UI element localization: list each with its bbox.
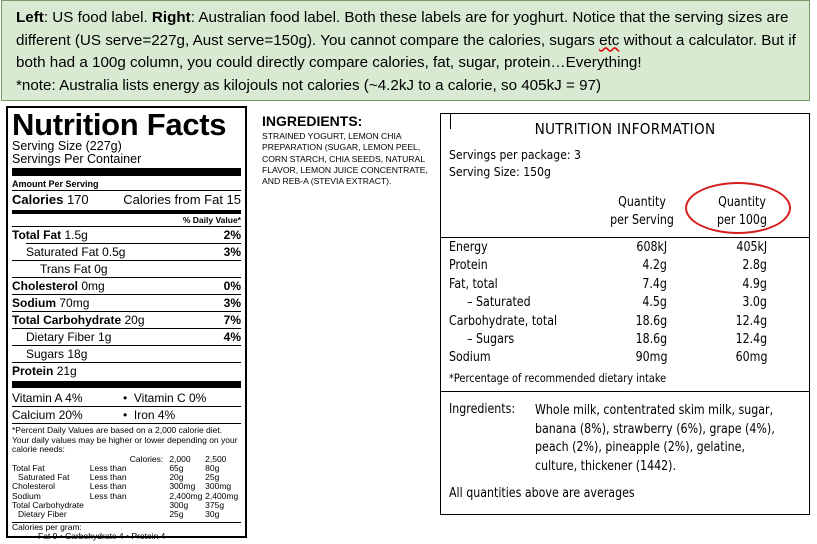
us-nutrient-rows [12,227,241,379]
dv-table-cell: 2,400mg [205,490,239,501]
au-servings-per-package: Servings per package: 3 [449,148,581,163]
dv-table-cell: 2,500 [205,453,227,464]
us-vitamin-c: Vitamin C 0% [133,391,207,405]
bullet: • [123,408,128,422]
us-nutrient-dv: 3% [223,245,241,259]
us-nutrient-value: 0g [94,262,108,276]
us-nutrient-value: 1g [98,330,112,344]
au-col-per-serving: Quantity per Serving [610,195,674,228]
note-etc: etc [599,31,620,49]
us-iron: Iron 4% [133,408,176,422]
au-per-100g: 60mg [735,350,767,366]
us-nutrient-row [12,244,241,260]
dv-table-cell: 65g [169,462,184,473]
dv-table-cell: 80g [205,462,220,473]
au-nutrient-row [449,332,809,350]
us-cal-per-gram-values: Fat 9 • Carbohydrate 4 • Protein 4 [38,531,166,542]
note-right-label: Right [151,9,191,26]
us-nutrient-value: 18g [67,347,88,361]
au-nutrient-label: Fat, total [449,276,498,292]
dv-table-cell: Cholesterol [12,481,55,492]
au-per-serving: 4.2g [642,258,667,274]
dv-table-cell: 30g [205,509,220,520]
au-footnote: *Percentage of recommended dietary intake [449,371,667,385]
note-text-2: : Australian food label. Both these labels are for yoghurt. Notice that the serving sizes are different (US serve=227g, Aust serve=150g). You cannot compare the calories, sugars [16,9,789,49]
us-serving-size: Serving Size (227g) [12,139,122,153]
us-nutrient-label: Dietary Fiber [26,330,95,344]
us-nutrient-value: 20g [124,313,145,327]
dv-table-cell: Sodium [12,490,41,501]
au-per-serving: 4.5g [642,295,667,311]
us-nutrient-label: Total Fat [12,228,62,242]
au-per-100g: 2.8g [742,258,767,274]
us-nutrient-dv: 3% [223,296,241,310]
au-title: NUTRITION INFORMATION [534,120,716,138]
us-nutrient-row [12,295,241,311]
us-ingredients-heading: INGREDIENTS: [262,113,363,129]
au-per-serving: 7.4g [642,276,667,292]
dv-table-cell: 300g [169,499,189,510]
us-vitamin-a: Vitamin A 4% [12,391,83,405]
us-nutrient-label: Trans Fat [40,262,91,276]
bullet: • [123,391,128,405]
us-dv-table [12,455,241,520]
us-vitamins-row-2 [12,407,241,423]
au-serving-info [449,148,581,181]
dv-table-cell: 300mg [205,481,232,492]
au-nutrient-label: Energy [449,240,488,255]
us-nutrient-row [12,227,241,243]
us-nutrient-value: 21g [56,364,77,378]
note-line-4: *note: Australia lists energy as kilojouls not calories (~4.2kJ to a calorie, so 405kJ = 97) [16,76,602,94]
au-nutrient-row [449,240,809,258]
au-per-100g: 12.4g [735,313,767,329]
us-footnote: *Percent Daily Values are based on a 2,000 calorie diet. Your daily values may be higher or lower depending on your calorie needs: [12,425,238,454]
dv-table-cell: 2,000 [169,453,191,464]
us-nutrient-value: 0mg [81,279,105,293]
au-nutrient-label: Protein [449,258,488,274]
au-per-100g: 405kJ [736,240,767,255]
au-nutrient-label: Carbohydrate, total [449,313,558,329]
au-nutrient-row [449,277,809,295]
dv-table-cell [90,510,170,519]
au-nutrient-row [449,314,809,332]
au-serving-size: Serving Size: 150g [449,164,551,180]
note-text-3: without a calculator. But if both had a 100g column, you could directly compare calories, fat, sugar, protein…Everything! [16,31,796,71]
au-nutrient-row [449,295,809,313]
us-nutrient-label: Total Carbohydrate [12,313,122,327]
dv-table-cell: 375g [205,499,225,510]
dv-table-cell: Less than [89,462,127,473]
us-calcium: Calcium 20% [12,408,83,422]
explanatory-note [1,0,810,101]
us-nutrient-row [12,312,241,328]
us-nutrient-row [12,363,241,379]
us-ingredients-text: STRAINED YOGURT, LEMON CHIA PREPARATION (SUGAR, LEMON PEEL, CORN STARCH, CHIA SEEDS, NATURAL FLAVOR, LEMON JUICE CONCENTRATE, AND REB-A (STEVIA EXTRACT). [262,131,428,187]
au-per-serving: 90mg [635,350,667,366]
us-servings-per-container: Servings Per Container [12,152,142,166]
au-all-quantities: All quantities above are averages [449,486,635,501]
au-nutrient-label: Sodium [449,350,491,366]
dv-table-cell: Saturated Fat [18,472,70,483]
dv-table-cell: Less than [89,481,127,492]
dv-table-cell: Dietary Fiber [18,509,67,520]
au-nutrient-row [449,258,809,276]
us-amount-per-serving: Amount Per Serving [12,179,99,189]
us-calories-value: 170 [66,192,89,207]
us-title: Nutrition Facts [12,107,227,142]
dv-table-cell: Less than [89,490,127,501]
au-per-serving: 18.6g [635,313,667,329]
us-nutrient-row [12,346,241,362]
us-nutrient-row [12,278,241,294]
au-per-serving: 18.6g [635,332,667,347]
us-nutrient-label: Sodium [12,296,56,310]
text-cursor [450,113,451,129]
us-cal-per-gram: Calories per gram: [12,521,82,532]
us-nutrient-label: Protein [12,364,54,378]
note-left-label: Left [16,9,44,26]
us-nutrient-value: 70mg [59,296,90,310]
us-nutrition-label [6,106,247,542]
dv-table-cell: Total Fat [12,462,45,473]
dv-table-cell: 25g [205,472,220,483]
dv-table-cell: 25g [169,509,184,520]
au-nutrient-label: – Saturated [467,295,531,311]
au-nutrient-label: – Sugars [467,332,515,347]
au-col-per-100g: Quantity per 100g [717,195,767,228]
note-text-1: : US food label. [43,9,152,26]
us-calories-label: Calories [12,192,64,207]
us-nutrient-value: 0.5g [102,245,126,259]
us-dv-header: % Daily Value* [182,215,241,225]
au-ingredients-text: Whole milk, contentrated skim milk, sugar, banana (8%), strawberry (6%), grape (4%), peach (2%), pineapple (2%), gelatine, culture, thickener (1442). [535,403,775,474]
us-nutrient-dv: 4% [223,330,241,344]
us-nutrient-dv: 0% [223,279,241,293]
us-ingredients [262,113,432,187]
dv-table-cell [90,501,170,510]
au-per-100g: 3.0g [742,295,767,311]
us-nutrient-row [12,261,241,277]
us-nutrient-label: Sugars [26,347,65,361]
au-nutrient-row [449,350,809,368]
us-nutrient-label: Cholesterol [12,279,79,293]
us-vitamins-row-1 [12,390,241,406]
highlight-circle [685,182,791,234]
us-calories-row [12,191,241,209]
au-per-100g: 4.9g [742,276,767,292]
dv-table-cell: 300mg [169,481,196,492]
au-nutrition-label [440,113,810,515]
au-per-serving: 608kJ [636,240,667,255]
dv-table-cell: 20g [169,472,184,483]
us-nutrient-value: 1.5g [64,228,88,242]
au-ingredients-label: Ingredients: [449,402,516,417]
au-per-100g: 12.4g [735,332,767,347]
us-nutrient-dv: 2% [223,228,241,242]
dv-table-cell: Less than [89,472,127,483]
dv-table-cell: Total Carbohydrate [12,499,84,510]
us-nutrient-row [12,329,241,345]
dv-table-cell: Calories: [129,453,164,464]
us-nutrient-dv: 7% [223,313,241,327]
us-calories-fat: Calories from Fat 15 [123,192,241,207]
us-nutrient-label: Saturated Fat [26,245,99,259]
dv-table-row [12,510,241,519]
dv-table-cell: 2,400mg [169,490,203,501]
